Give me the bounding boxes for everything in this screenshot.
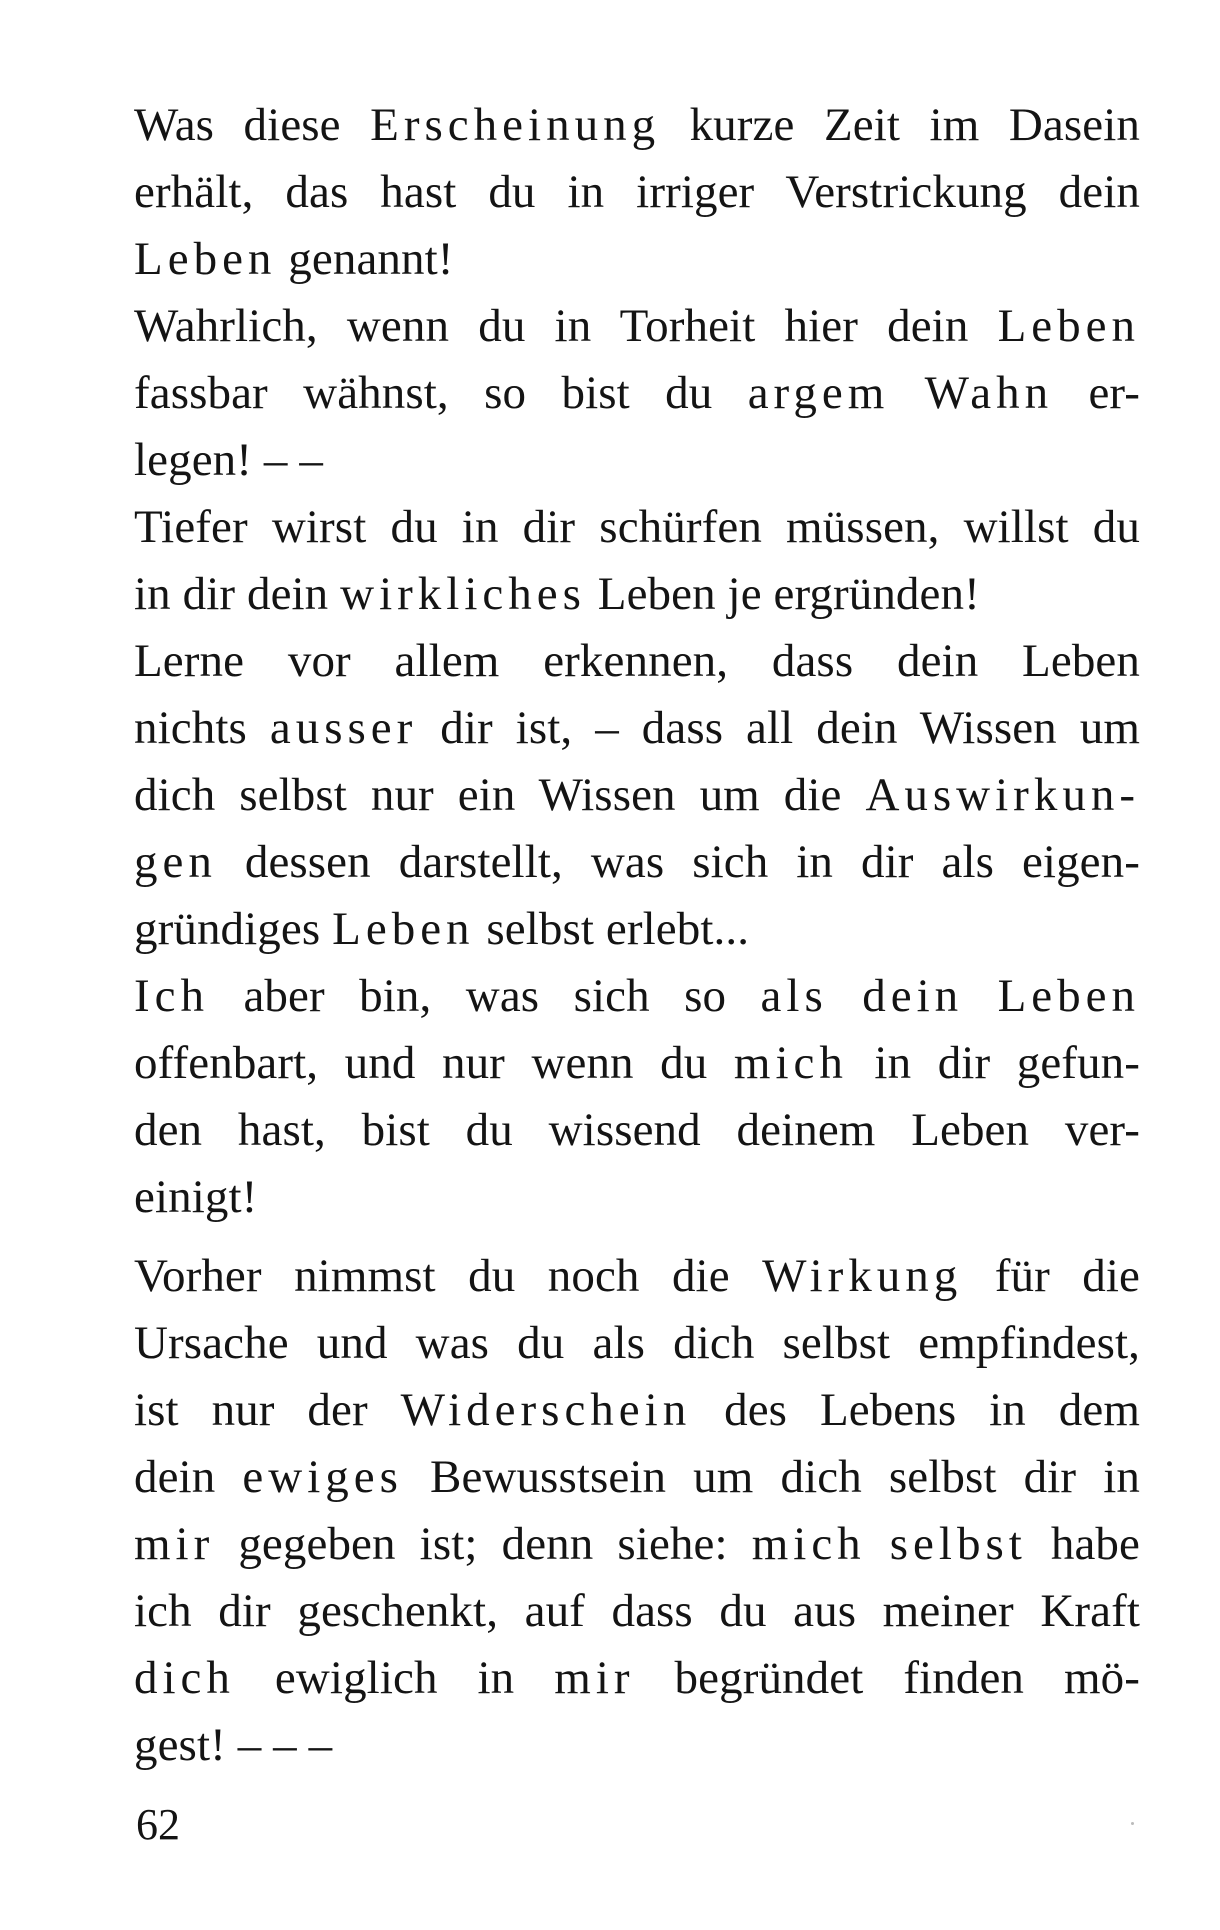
text-line: [134, 360, 1140, 427]
text-line: [134, 1645, 1140, 1712]
text-segment: ewiglich in: [234, 1652, 555, 1704]
text-segment: den hast, bist du wissend deinem Leben ver-: [134, 1104, 1140, 1156]
text-segment: Leben je ergründen!: [585, 568, 980, 620]
paragraph-gap: [134, 1231, 1140, 1243]
text-line: [134, 1444, 1140, 1511]
text-segment: dein: [134, 1451, 243, 1503]
text-segment: selbst erlebt...: [474, 903, 750, 955]
spaced-emphasis: mir: [134, 1518, 215, 1570]
text-line: [134, 896, 1140, 963]
text-line: [134, 1097, 1140, 1164]
text-segment: für die: [962, 1250, 1140, 1302]
text-segment: nichts: [134, 702, 270, 754]
spaced-emphasis: Auswirkun-: [865, 769, 1140, 821]
text-segment: dich selbst nur ein Wissen um die: [134, 769, 866, 821]
text-line: [134, 226, 1140, 293]
text-segment: Bewusstsein um dich selbst dir in: [402, 1451, 1141, 1503]
text-line: [134, 1578, 1140, 1645]
spaced-emphasis: Leben: [997, 300, 1140, 352]
spaced-emphasis: Wahn: [924, 367, 1054, 419]
spaced-emphasis: ausser: [269, 702, 418, 754]
text-line: [134, 561, 1140, 628]
text-line: [134, 92, 1140, 159]
text-line: [134, 963, 1140, 1030]
text-segment: ist nur der: [134, 1384, 401, 1436]
text-segment: dir ist, – dass all dein Wissen um: [417, 702, 1140, 754]
text-segment: Tiefer wirst du in dir schürfen müssen, willst du: [134, 501, 1140, 553]
text-line: [134, 293, 1140, 360]
text-line: [134, 1712, 1140, 1779]
text-line: [134, 1377, 1140, 1444]
text-segment: begründet finden mö-: [634, 1652, 1140, 1704]
spaced-emphasis: Leben: [134, 233, 277, 285]
text-line: [134, 1511, 1140, 1578]
text-segment: [889, 367, 924, 419]
spaced-emphasis: als: [760, 970, 828, 1022]
text-line: [134, 159, 1140, 226]
text-line: [134, 1030, 1140, 1097]
text-segment: einigt!: [134, 1171, 258, 1223]
text-segment: kurze Zeit im Dasein: [660, 99, 1140, 151]
text-segment: dessen darstellt, was sich in dir als eigen-: [216, 836, 1140, 888]
spaced-emphasis: Erscheinung: [370, 99, 661, 151]
spaced-emphasis: dich: [134, 1652, 235, 1704]
text-segment: [963, 970, 997, 1022]
text-segment: in dir gefun-: [847, 1037, 1140, 1089]
text-segment: legen! – –: [134, 434, 323, 486]
spaced-emphasis: Wirkung: [762, 1250, 963, 1302]
text-line: [134, 1164, 1140, 1231]
text-segment: Ursache und was du als dich selbst empfindest,: [134, 1317, 1140, 1369]
text-segment: erhält, das hast du in irriger Verstrickung dein: [134, 166, 1140, 218]
text-segment: Lerne vor allem erkennen, dass dein Leben: [134, 635, 1140, 687]
spaced-emphasis: wirkliches: [340, 568, 586, 620]
text-line: [134, 494, 1140, 561]
text-line: [134, 427, 1140, 494]
body-text: [134, 92, 1140, 1779]
text-segment: Wahrlich, wenn du in Torheit hier dein: [134, 300, 998, 352]
text-segment: des Lebens in dem: [691, 1384, 1140, 1436]
spaced-emphasis: mir: [554, 1652, 635, 1704]
spaced-emphasis: ewiges: [242, 1451, 403, 1503]
spaced-emphasis: mich: [751, 1518, 866, 1570]
spaced-emphasis: Leben: [332, 903, 475, 955]
text-line: [134, 762, 1140, 829]
text-segment: genannt!: [276, 233, 454, 285]
paper-speck: [1131, 1822, 1134, 1825]
text-segment: fassbar wähnst, so bist du: [134, 367, 748, 419]
text-segment: er-: [1053, 367, 1140, 419]
text-line: [134, 1310, 1140, 1377]
text-line: [134, 829, 1140, 896]
spaced-emphasis: gen: [134, 836, 217, 888]
text-segment: aber bin, was sich so: [209, 970, 761, 1022]
text-segment: ich dir geschenkt, auf dass du aus meiner Kraft: [134, 1585, 1140, 1637]
spaced-emphasis: dein: [862, 970, 964, 1022]
spaced-emphasis: mich: [733, 1037, 848, 1089]
spaced-emphasis: selbst: [889, 1518, 1027, 1570]
spaced-emphasis: Widerschein: [400, 1384, 692, 1436]
text-segment: in dir dein: [134, 568, 341, 620]
text-segment: Was diese: [134, 99, 371, 151]
spaced-emphasis: Ich: [134, 970, 210, 1022]
text-line: [134, 1243, 1140, 1310]
text-segment: gegeben ist; denn siehe:: [214, 1518, 752, 1570]
spaced-emphasis: argem: [747, 367, 890, 419]
text-segment: offenbart, und nur wenn du: [134, 1037, 734, 1089]
text-line: [134, 695, 1140, 762]
text-line: [134, 628, 1140, 695]
text-segment: [866, 1518, 890, 1570]
text-segment: habe: [1026, 1518, 1140, 1570]
text-segment: [828, 970, 862, 1022]
page-number: 62: [136, 1800, 180, 1849]
text-segment: gest! – – –: [134, 1719, 333, 1771]
text-segment: gründiges: [134, 903, 333, 955]
text-segment: Vorher nimmst du noch die: [134, 1250, 763, 1302]
spaced-emphasis: Leben: [997, 970, 1140, 1022]
